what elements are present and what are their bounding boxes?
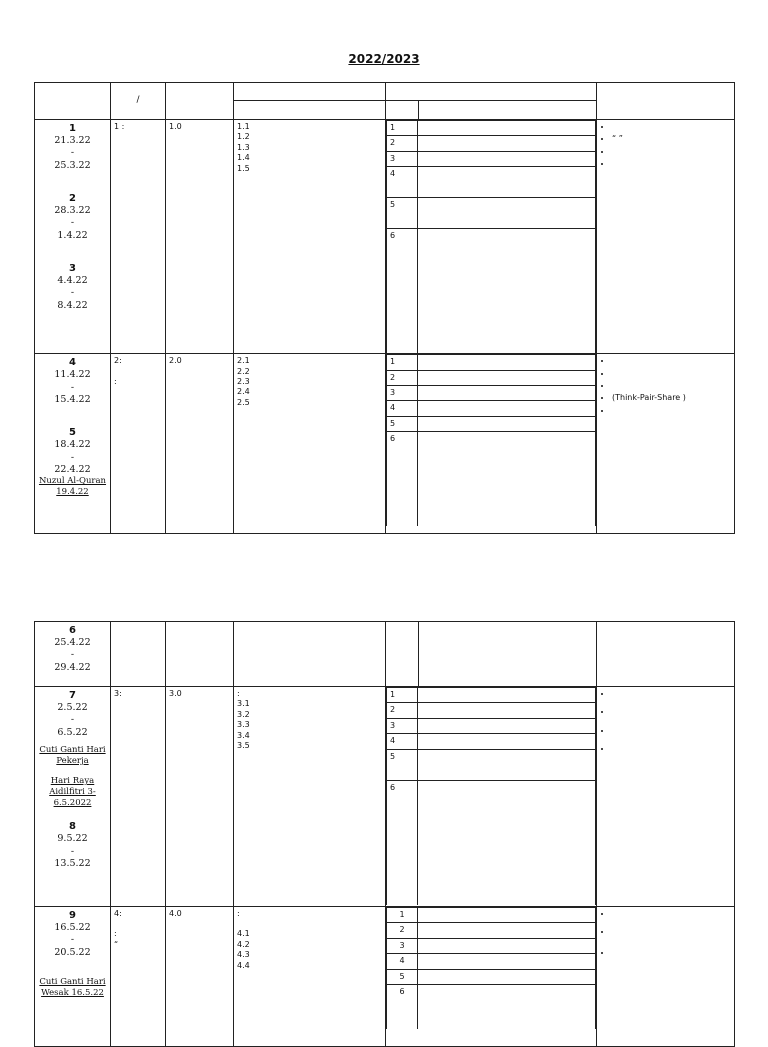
week-start-date: 28.3.22: [54, 205, 91, 217]
performance-level-cell: [386, 687, 597, 907]
tp-descriptor: [418, 355, 596, 370]
tp-number: 3: [387, 938, 418, 953]
tp-number: 2: [387, 703, 418, 718]
unit-theme: “: [114, 939, 119, 949]
week-start-date: 25.4.22: [54, 637, 91, 648]
tp-descriptor: [418, 734, 596, 749]
standard-content-cell: [166, 907, 234, 1047]
date-separator: -: [70, 147, 75, 159]
tp-number: 5: [387, 416, 418, 431]
tp-number: 1: [387, 908, 418, 923]
holiday-note: Nuzul Al-Quran 19.4.22: [38, 476, 107, 497]
week-end-date: 8.4.22: [57, 299, 88, 311]
notes-cell: [597, 622, 735, 687]
holiday-note: Cuti Ganti Hari Pekerja: [39, 745, 106, 766]
unit-title: 3:: [114, 689, 122, 698]
tp-number: 5: [387, 969, 418, 984]
sp-item: 2.2: [237, 366, 250, 376]
standard-content-cell: [166, 354, 234, 534]
sp-subtitle: :: [237, 909, 240, 918]
week-cell: [35, 354, 111, 534]
notes-cell: [597, 354, 735, 534]
week-start-date: 16.5.22: [54, 922, 91, 933]
week-cell: [35, 120, 111, 354]
unit-subtitle: :: [114, 376, 117, 386]
tp-number: 4: [387, 954, 418, 969]
header-week: [35, 83, 111, 120]
note-item: • “ ”: [612, 134, 731, 144]
note-item: [612, 122, 731, 132]
tp-descriptor-cell: [419, 622, 597, 687]
sk-code: 3.0: [169, 689, 182, 698]
note-item: [612, 927, 731, 937]
table-row: [35, 622, 735, 687]
sp-item: 4.4: [237, 960, 250, 970]
tp-number: 5: [387, 749, 418, 780]
week-cell: [35, 687, 111, 907]
tp-descriptor: [418, 969, 596, 984]
week-cell: [35, 622, 111, 687]
week-start-date: 18.4.22: [54, 439, 91, 451]
sp-item: 2.1: [237, 356, 250, 366]
header-notes: [597, 83, 735, 120]
week-end-date: 29.4.22: [54, 661, 91, 673]
sp-item: 3.3: [237, 720, 250, 730]
header-tp-descriptor: [419, 101, 597, 120]
unit-title: 2:: [114, 356, 122, 366]
note-item: [612, 147, 731, 157]
unit-title: 4:: [114, 909, 122, 918]
tp-number: 1: [387, 121, 418, 136]
sp-item: 1.1: [237, 122, 250, 131]
unit-cell: [111, 354, 166, 534]
tp-descriptor: [418, 167, 596, 198]
sp-item: 2.4: [237, 387, 250, 397]
sp-item: 1.3: [237, 142, 250, 152]
date-separator: -: [70, 649, 75, 661]
sp-item: 1.2: [237, 132, 250, 142]
note-item: [612, 406, 731, 416]
notes-cell: [597, 687, 735, 907]
week-number: 5: [69, 427, 76, 439]
sp-item: 3.4: [237, 730, 250, 740]
sp-item: 4.3: [237, 950, 250, 960]
date-separator: -: [70, 381, 75, 393]
tp-descriptor: [418, 432, 596, 527]
unit-cell: [111, 120, 166, 354]
sp-item: 2.5: [237, 397, 250, 407]
sk-code: 1.0: [169, 122, 182, 131]
standard-content-cell: [166, 120, 234, 354]
tp-descriptor: [418, 198, 596, 229]
week-end-date: 22.4.22: [54, 463, 91, 475]
tp-number: 2: [387, 370, 418, 385]
tp-descriptor: [418, 121, 596, 136]
tp-number: 1: [387, 355, 418, 370]
tp-descriptor: [418, 954, 596, 969]
date-separator: -: [70, 451, 75, 463]
standard-learning-cell: [234, 120, 386, 354]
unit-subtitle: :: [114, 929, 117, 939]
week-start-date: 21.3.22: [54, 135, 91, 146]
date-separator: -: [70, 845, 75, 857]
sp-item: 1.4: [237, 153, 250, 163]
week-number: 8: [69, 821, 76, 833]
date-separator: -: [70, 934, 75, 946]
standard-learning-cell: [234, 907, 386, 1047]
tp-number: 3: [387, 151, 418, 166]
unit-cell: [111, 622, 166, 687]
tp-descriptor: [418, 718, 596, 733]
unit-title: 1 :: [114, 122, 125, 131]
header-unit: /: [111, 83, 166, 120]
tp-number: 3: [387, 385, 418, 400]
table-row: [35, 687, 735, 907]
header-standard-learning: [234, 83, 386, 101]
unit-cell: [111, 687, 166, 907]
page-title: 2022/2023: [348, 52, 420, 66]
tp-number: 3: [387, 718, 418, 733]
tp-descriptor: [418, 703, 596, 718]
note-item: [612, 689, 731, 699]
sk-code: 2.0: [169, 356, 182, 366]
standard-learning-cell: [234, 687, 386, 907]
note-item: [612, 159, 731, 169]
week-end-date: 13.5.22: [54, 857, 91, 869]
tp-number: 4: [387, 401, 418, 416]
tp-descriptor: [418, 229, 596, 354]
week-end-date: 25.3.22: [54, 159, 91, 171]
week-start-date: 11.4.22: [54, 369, 91, 381]
standard-learning-cell: [234, 354, 386, 534]
date-separator: -: [70, 287, 75, 299]
tp-descriptor: [418, 385, 596, 400]
week-end-date: 6.5.22: [57, 726, 88, 738]
note-item: [612, 744, 731, 754]
tp-descriptor: [418, 688, 596, 703]
tp-number: 2: [387, 136, 418, 151]
week-number: 3: [69, 263, 76, 275]
scheme-table-2: [34, 621, 735, 1047]
sp-item: 3.1: [237, 699, 250, 709]
notes-cell: [597, 120, 735, 354]
tp-number: 6: [387, 780, 418, 905]
week-number: 2: [69, 193, 76, 205]
header-performance-level: [386, 83, 597, 101]
header-standard-content: [166, 83, 234, 120]
date-separator: -: [70, 714, 75, 726]
sp-item: 2.3: [237, 376, 250, 386]
note-item: [612, 356, 731, 366]
holiday-note: Hari Raya Aidilfitri 3-6.5.2022: [49, 776, 96, 808]
week-start-date: 9.5.22: [57, 833, 88, 845]
date-separator: -: [70, 217, 75, 229]
note-item: [612, 909, 731, 919]
sp-item: 1.5: [237, 163, 250, 173]
tp-descriptor: [418, 780, 596, 905]
tp-descriptor: [418, 370, 596, 385]
week-number: 1: [69, 123, 76, 134]
standard-learning-cell: [234, 622, 386, 687]
tp-descriptor: [418, 923, 596, 938]
tp-descriptor: [418, 938, 596, 953]
sp-subtitle: :: [237, 689, 240, 698]
tp-number: 4: [387, 734, 418, 749]
note-item: [612, 948, 731, 958]
note-item: • (Think-Pair-Share ): [612, 393, 731, 403]
unit-cell: [111, 907, 166, 1047]
tp-number-cell: [386, 622, 419, 687]
tp-descriptor: [418, 136, 596, 151]
note-item: [612, 707, 731, 717]
table-row: [35, 354, 735, 534]
note-item: [612, 726, 731, 736]
week-number: 7: [69, 690, 76, 701]
table-row: [35, 907, 735, 1047]
tp-number: 4: [387, 167, 418, 198]
sp-item: 4.1: [237, 929, 250, 939]
header-tp-number: [386, 101, 419, 120]
week-cell: [35, 907, 111, 1047]
week-end-date: 20.5.22: [54, 946, 91, 958]
sp-item: 3.5: [237, 740, 250, 750]
tp-number: 6: [387, 432, 418, 527]
performance-level-cell: [386, 120, 597, 354]
tp-number: 6: [387, 984, 418, 1029]
tp-number: 2: [387, 923, 418, 938]
week-start-date: 4.4.22: [57, 275, 88, 287]
tp-number: 6: [387, 229, 418, 354]
tp-descriptor: [418, 151, 596, 166]
standard-content-cell: [166, 622, 234, 687]
sk-code: 4.0: [169, 909, 182, 918]
week-end-date: 15.4.22: [54, 393, 91, 405]
note-item: [612, 369, 731, 379]
performance-level-cell: [386, 907, 597, 1047]
note-item: [612, 381, 731, 391]
sp-item: 4.2: [237, 939, 250, 949]
week-number: 9: [69, 910, 76, 921]
tp-descriptor: [418, 416, 596, 431]
standard-content-cell: [166, 687, 234, 907]
tp-number: 5: [387, 198, 418, 229]
week-number: 4: [69, 357, 76, 369]
tp-descriptor: [418, 984, 596, 1029]
holiday-note: Cuti Ganti Hari Wesak 16.5.22: [39, 977, 106, 998]
sp-item: 3.2: [237, 709, 250, 719]
scheme-table-1: [34, 82, 735, 534]
table-row: [35, 120, 735, 354]
tp-descriptor: [418, 749, 596, 780]
notes-cell: [597, 907, 735, 1047]
week-start-date: 2.5.22: [57, 702, 88, 713]
tp-number: 1: [387, 688, 418, 703]
week-number: 6: [69, 625, 76, 636]
tp-descriptor: [418, 908, 596, 923]
week-end-date: 1.4.22: [57, 229, 88, 241]
performance-level-cell: [386, 354, 597, 534]
tp-descriptor: [418, 401, 596, 416]
